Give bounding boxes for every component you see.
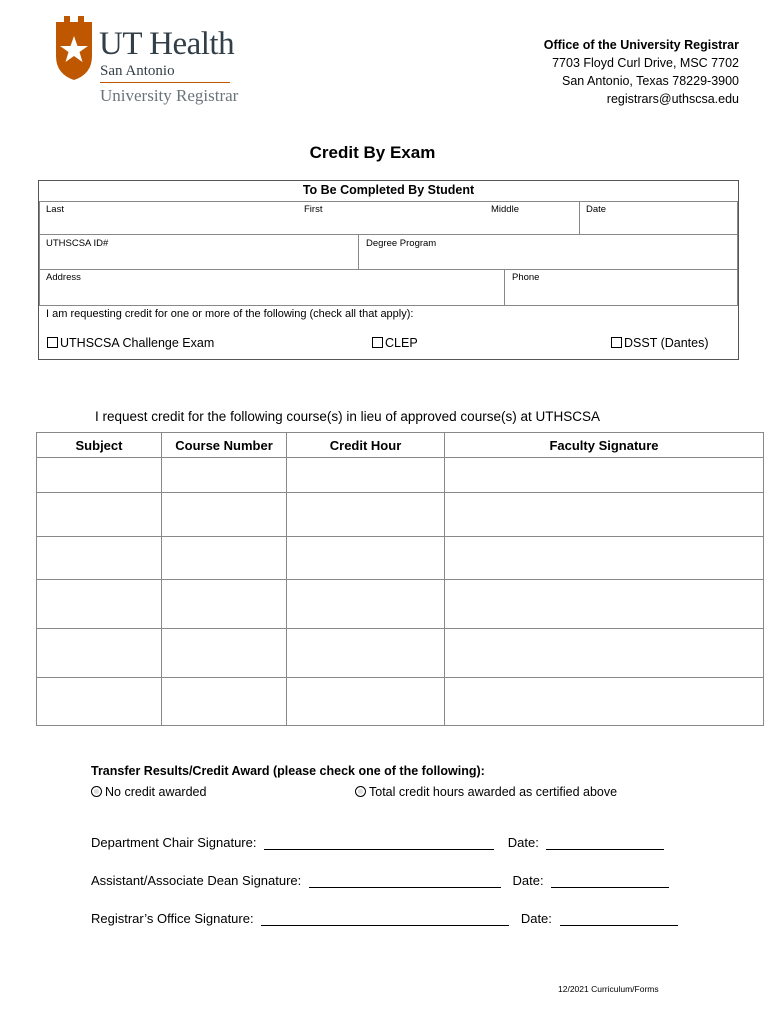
course-number-cell[interactable] xyxy=(162,458,287,493)
logo-subtitle: San Antonio xyxy=(100,63,175,79)
footer-text: 12/2021 Curriculum/Forms xyxy=(558,984,659,994)
phone-label: Phone xyxy=(512,272,540,283)
dept-chair-signature-label: Department Chair Signature: xyxy=(91,835,257,850)
course-number-cell[interactable] xyxy=(162,580,287,629)
address-field[interactable] xyxy=(39,269,505,306)
courses-intro: I request credit for the following course(s) in lieu of approved course(s) at UTHSCSA xyxy=(95,409,600,424)
option-challenge-exam-label: UTHSCSA Challenge Exam xyxy=(60,336,215,350)
option-total-credit-label: Total credit hours awarded as certified above xyxy=(369,785,618,799)
request-text: I am requesting credit for one or more of the following (check all that apply): xyxy=(46,308,414,320)
course-number-cell[interactable] xyxy=(162,493,287,537)
faculty-signature-cell[interactable] xyxy=(445,493,764,537)
course-number-cell[interactable] xyxy=(162,629,287,678)
first-name-label: First xyxy=(304,204,323,215)
credit-hour-cell[interactable] xyxy=(287,629,445,678)
table-row xyxy=(37,537,764,580)
faculty-signature-cell[interactable] xyxy=(445,537,764,580)
subject-cell[interactable] xyxy=(37,580,162,629)
dean-signature-line[interactable] xyxy=(309,873,501,888)
middle-name-label: Middle xyxy=(491,204,519,215)
dept-chair-date-line[interactable] xyxy=(546,835,664,850)
credit-hour-cell[interactable] xyxy=(287,580,445,629)
radio-icon[interactable] xyxy=(91,786,102,797)
registrar-date-label: Date: xyxy=(520,911,552,926)
credit-hour-cell[interactable] xyxy=(287,493,445,537)
credit-hour-cell[interactable] xyxy=(287,537,445,580)
course-number-cell[interactable] xyxy=(162,678,287,726)
option-total-credit[interactable] xyxy=(355,785,617,799)
registrar-signature-label: Registrar’s Office Signature: xyxy=(91,911,254,926)
form-title: Credit By Exam xyxy=(309,143,436,162)
name-field[interactable] xyxy=(39,201,580,235)
dean-date-label: Date: xyxy=(512,873,544,888)
subject-cell[interactable] xyxy=(37,678,162,726)
logo-title: UT Health xyxy=(99,26,235,62)
col-course-number: Course Number xyxy=(162,433,287,458)
office-address xyxy=(544,36,739,108)
courses-table xyxy=(36,432,764,726)
office-name: Office of the University Registrar xyxy=(543,38,739,52)
option-dsst[interactable] xyxy=(611,336,709,350)
registrar-signature-row xyxy=(91,911,678,926)
transfer-heading: Transfer Results/Credit Award (please check one of the following): xyxy=(91,764,485,778)
courses-header-row xyxy=(37,433,764,458)
dean-signature-row xyxy=(91,873,669,888)
col-subject: Subject xyxy=(37,433,162,458)
faculty-signature-cell[interactable] xyxy=(445,629,764,678)
faculty-signature-cell[interactable] xyxy=(445,458,764,493)
table-row xyxy=(37,493,764,537)
logo-divider xyxy=(100,82,230,83)
dept-chair-signature-row xyxy=(91,835,664,850)
subject-cell[interactable] xyxy=(37,493,162,537)
dean-date-line[interactable] xyxy=(551,873,669,888)
degree-program-label: Degree Program xyxy=(366,238,437,249)
table-row xyxy=(37,458,764,493)
subject-cell[interactable] xyxy=(37,537,162,580)
checkbox-icon[interactable] xyxy=(611,337,622,348)
checkbox-icon[interactable] xyxy=(372,337,383,348)
student-section-header: To Be Completed By Student xyxy=(302,183,475,197)
faculty-signature-cell[interactable] xyxy=(445,678,764,726)
option-challenge-exam[interactable] xyxy=(47,336,214,350)
table-row xyxy=(37,629,764,678)
last-name-label: Last xyxy=(46,204,64,215)
office-email: registrars@uthscsa.edu xyxy=(606,92,739,106)
faculty-signature-cell[interactable] xyxy=(445,580,764,629)
subject-cell[interactable] xyxy=(37,458,162,493)
student-id-field[interactable] xyxy=(39,234,359,270)
student-id-label: UTHSCSA ID# xyxy=(46,238,109,249)
option-clep[interactable] xyxy=(372,336,418,350)
date-field[interactable] xyxy=(579,201,738,235)
table-row xyxy=(37,580,764,629)
option-no-credit-label: No credit awarded xyxy=(105,785,207,799)
subject-cell[interactable] xyxy=(37,629,162,678)
student-section xyxy=(38,180,739,360)
office-street: 7703 Floyd Curl Drive, MSC 7702 xyxy=(552,56,739,70)
course-number-cell[interactable] xyxy=(162,537,287,580)
radio-icon[interactable] xyxy=(355,786,366,797)
phone-field[interactable] xyxy=(504,269,738,306)
degree-program-field[interactable] xyxy=(358,234,738,270)
col-credit-hour: Credit Hour xyxy=(287,433,445,458)
option-clep-label: CLEP xyxy=(385,336,418,350)
dept-chair-date-label: Date: xyxy=(507,835,539,850)
option-dsst-label: DSST (Dantes) xyxy=(624,336,709,350)
registrar-date-line[interactable] xyxy=(560,911,678,926)
office-city: San Antonio, Texas 78229-3900 xyxy=(562,74,739,88)
col-faculty-signature: Faculty Signature xyxy=(445,433,764,458)
option-no-credit[interactable] xyxy=(91,785,206,799)
dean-signature-label: Assistant/Associate Dean Signature: xyxy=(91,873,302,888)
logo-department: University Registrar xyxy=(100,86,239,105)
checkbox-icon[interactable] xyxy=(47,337,58,348)
shield-star-icon xyxy=(52,16,96,82)
credit-hour-cell[interactable] xyxy=(287,458,445,493)
address-label: Address xyxy=(46,272,81,283)
dept-chair-signature-line[interactable] xyxy=(264,835,494,850)
table-row xyxy=(37,678,764,726)
credit-hour-cell[interactable] xyxy=(287,678,445,726)
ut-health-logo xyxy=(52,14,242,114)
date-label: Date xyxy=(586,204,607,215)
registrar-signature-line[interactable] xyxy=(261,911,509,926)
